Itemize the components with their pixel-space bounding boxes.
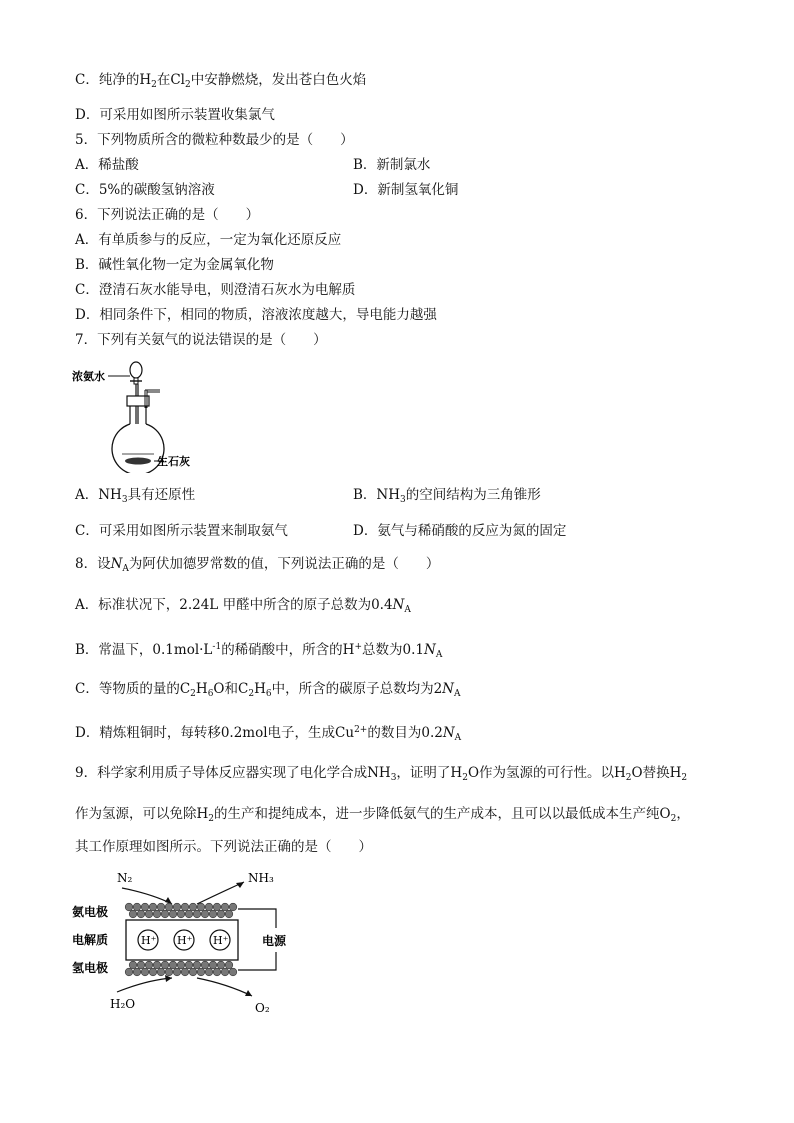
fig2-n2-label: N₂: [117, 871, 133, 885]
fig1-label-bottom: 生石灰: [157, 455, 190, 468]
fig1-label-top: 浓氨水: [72, 370, 105, 383]
q6-option-a: A．有单质参与的反应，一定为氧化还原反应: [75, 232, 342, 248]
question-7: 7．下列有关氨气的说法错误的是（ ）: [75, 332, 327, 348]
q8-option-d: D．精炼粗铜时，每转移0.2mol电子，生成$Cu^{2+}$的数目为$0.2N_A$: [75, 725, 462, 743]
q5-option-c: C．5%的碳酸氢钠溶液: [75, 182, 215, 198]
fig2-nh3-label: NH₃: [248, 871, 274, 885]
fig2-electrolyte-label: 电解质: [72, 933, 109, 947]
fig2-ammonia-electrode-label: 氨电极: [72, 905, 109, 919]
fig2-power-label: 电源: [262, 934, 287, 948]
q5-option-d: D．新制氢氧化铜: [353, 182, 459, 198]
q6-option-b: B．碱性氧化物一定为金属氧化物: [75, 257, 274, 273]
option-c-prev: C．纯净的$H_2$在$Cl_2$中安静燃烧，发出苍白色火焰: [75, 72, 367, 90]
question-5: 5．下列物质所含的微粒种数最少的是（ ）: [75, 132, 354, 148]
fig2-h2o-label: H₂O: [110, 997, 136, 1011]
question-8: 8．设$N_A$为阿伏加德罗常数的值，下列说法正确的是（ ）: [75, 556, 440, 574]
question-9-line-3: 其工作原理如图所示。下列说法正确的是（ ）: [75, 839, 372, 855]
option-d-prev: D．可采用如图所示装置收集氯气: [75, 107, 275, 123]
q7-option-b: B．$NH_3$的空间结构为三角锥形: [353, 487, 541, 505]
ammonia-apparatus-figure: [72, 358, 242, 473]
fig2-top-electrode: [125, 903, 237, 918]
fig2-proton-3: H⁺: [213, 934, 229, 947]
proton-reactor-figure: [72, 866, 312, 1016]
q7-option-d: D．氨气与稀硝酸的反应为氮的固定: [353, 523, 567, 539]
fig2-proton-1: H⁺: [141, 934, 157, 947]
q8-option-b: B．常温下，$0.1mol\cdot L^{-1}$的稀硝酸中，所含的H+总数为$0.1N_A$: [75, 642, 443, 660]
fig2-bottom-electrode: [125, 961, 237, 976]
fig2-o2-label: O₂: [255, 1001, 270, 1015]
question-9-line-2: 作为氢源，可以免除$H_2$的生产和提纯成本，进一步降低氨气的生产成本，且可以以最低成本生产纯$O_2$，: [75, 806, 690, 824]
q7-option-a: A．$NH_3$具有还原性: [75, 487, 196, 505]
fig2-proton-2: H⁺: [177, 934, 193, 947]
question-6: 6．下列说法正确的是（ ）: [75, 207, 260, 223]
q5-option-a: A．稀盐酸: [75, 157, 139, 173]
q5-option-b: B．新制氯水: [353, 157, 431, 173]
fig2-hydrogen-electrode-label: 氢电极: [72, 961, 109, 975]
question-9-line-1: 9．科学家利用质子导体反应器实现了电化学合成$NH_3$，证明了$H_2O$作为氢源的可行性。以$H_2O$替换$H_2$: [75, 765, 688, 783]
q7-option-c: C．可采用如图所示装置来制取氨气: [75, 523, 288, 539]
q8-option-c: C．等物质的量的$C_2H_6O$和$C_2H_6$中，所含的碳原子总数均为$2N_A$: [75, 681, 461, 699]
q8-option-a: A．标准状况下，2.24L 甲醛中所含的原子总数为$0.4N_A$: [75, 597, 411, 615]
q6-option-d: D．相同条件下，相同的物质，溶液浓度越大，导电能力越强: [75, 307, 437, 323]
q6-option-c: C．澄清石灰水能导电，则澄清石灰水为电解质: [75, 282, 356, 298]
